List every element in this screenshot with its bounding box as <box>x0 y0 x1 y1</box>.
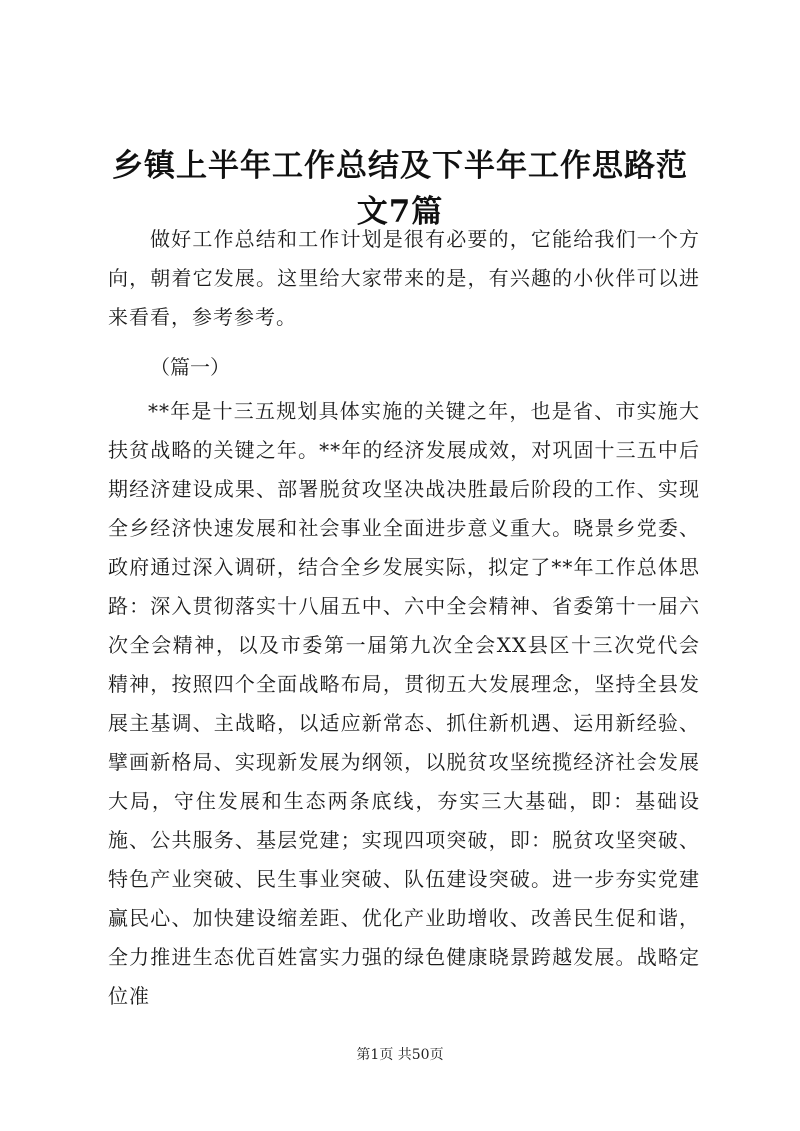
page-footer <box>0 1044 800 1064</box>
page-number-label: 第1页 共50页 <box>356 1047 444 1063</box>
intro-paragraph: 做好工作总结和工作计划是很有必要的，它能给我们一个方向，朝着它发展。这里给大家带来的是，有兴趣的小伙伴可以进来看看，参考参考。 <box>108 227 700 329</box>
body-paragraph: **年是十三五规划具体实施的关键之年，也是省、市实施大扶贫战略的关键之年。**年的经济发展成效，对巩固十三五中后期经济建设成果、部署脱贫攻坚决战决胜最后阶段的工作、实现全乡经济快速发展和社会事业全面进步意义重大。晓景乡党委、政府通过深入调研，结合全乡发展实际，拟定了**年工作总体思路：深入贯彻落实十八届五中、六中全会精神、省委第十一届六次全会精神，以及市委第一届第九次全会XX县区十三次党代会精神，按照四个全面战略布局，贯彻五大发展理念，坚持全县发展主基调、主战略，以适应新常态、抓住新机遇、运用新经验、擘画新格局、实现新发展为纲领，以脱贫攻坚统揽经济社会发展大局，守住发展和生态两条底线，夯实三大基础，即：基础设施、公共服务、基层党建；实现四项突破，即：脱贫攻坚突破、特色产业突破、民生事业突破、队伍建设突破。进一步夯实党建赢民心、加快建设缩差距、优化产业助增收、改善民生促和谐，全力推进生态优百姓富实力强的绿色健康晓景跨越发展。战略定位准 <box>108 399 700 1008</box>
document-title: 乡镇上半年工作总结及下半年工作思路范文7篇 <box>112 148 688 230</box>
section-label: （篇一） <box>150 355 230 379</box>
